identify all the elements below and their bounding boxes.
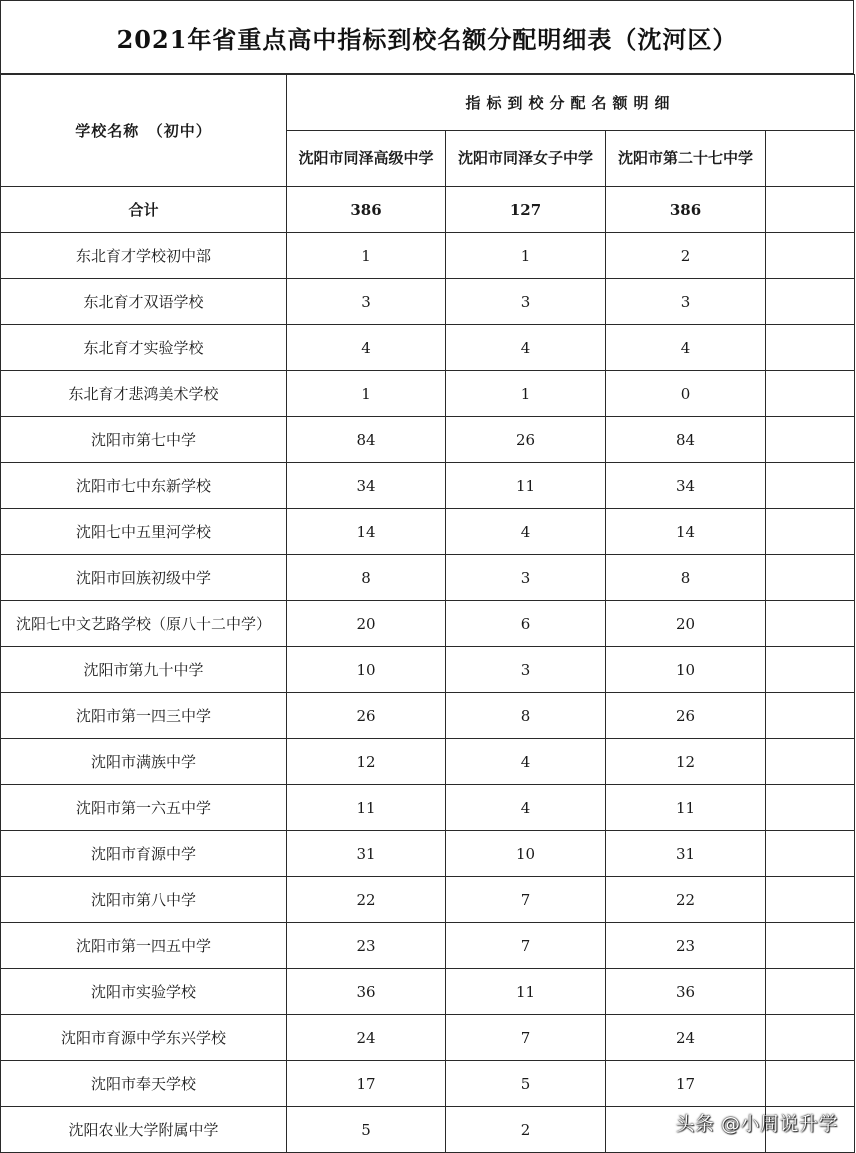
quota-cell: 2 <box>606 233 766 279</box>
school-name-cell: 沈阳七中五里河学校 <box>1 509 287 555</box>
quota-cell <box>766 279 855 325</box>
column-header-tongze-girls: 沈阳市同泽女子中学 <box>446 131 606 187</box>
total-value: 127 <box>446 187 606 233</box>
table-row <box>1 969 855 1015</box>
quota-cell: 3 <box>446 647 606 693</box>
quota-cell: 22 <box>606 877 766 923</box>
table-row <box>1 693 855 739</box>
quota-cell: 8 <box>446 693 606 739</box>
table-row <box>1 509 855 555</box>
quota-cell: 24 <box>606 1015 766 1061</box>
school-name-cell: 东北育才双语学校 <box>1 279 287 325</box>
quota-cell: 1 <box>446 233 606 279</box>
total-label: 合计 <box>1 187 287 233</box>
quota-cell: 10 <box>446 831 606 877</box>
table-row <box>1 279 855 325</box>
quota-cell: 11 <box>446 969 606 1015</box>
school-name-cell: 沈阳市第七中学 <box>1 417 287 463</box>
quota-cell: 4 <box>606 325 766 371</box>
school-name-cell: 沈阳市第九十中学 <box>1 647 287 693</box>
quota-cell: 26 <box>446 417 606 463</box>
table-row <box>1 923 855 969</box>
quota-cell <box>766 509 855 555</box>
quota-cell: 24 <box>287 1015 446 1061</box>
quota-cell: 14 <box>606 509 766 555</box>
table-row <box>1 417 855 463</box>
quota-cell: 84 <box>287 417 446 463</box>
quota-cell: 1 <box>446 371 606 417</box>
quota-cell: 11 <box>606 785 766 831</box>
table-row <box>1 371 855 417</box>
quota-cell: 4 <box>446 785 606 831</box>
table-row <box>1 739 855 785</box>
school-name-cell: 沈阳市育源中学 <box>1 831 287 877</box>
allocation-table <box>0 74 855 1153</box>
quota-cell <box>766 693 855 739</box>
column-header-no27: 沈阳市第二十七中学 <box>606 131 766 187</box>
quota-cell <box>766 601 855 647</box>
table-row <box>1 877 855 923</box>
quota-cell: 34 <box>606 463 766 509</box>
total-value: 386 <box>287 187 446 233</box>
quota-cell <box>766 555 855 601</box>
quota-cell <box>766 647 855 693</box>
quota-cell <box>766 325 855 371</box>
quota-cell: 5 <box>287 1107 446 1153</box>
quota-cell <box>766 371 855 417</box>
quota-cell: 11 <box>446 463 606 509</box>
table-row <box>1 1061 855 1107</box>
quota-cell: 3 <box>606 279 766 325</box>
quota-cell: 14 <box>287 509 446 555</box>
quota-cell: 8 <box>287 555 446 601</box>
table-row <box>1 463 855 509</box>
quota-cell: 1 <box>287 371 446 417</box>
table-row <box>1 785 855 831</box>
school-name-cell: 沈阳市七中东新学校 <box>1 463 287 509</box>
quota-cell <box>766 233 855 279</box>
quota-cell <box>766 831 855 877</box>
quota-cell: 17 <box>287 1061 446 1107</box>
table-row <box>1 555 855 601</box>
quota-cell: 23 <box>287 923 446 969</box>
total-row <box>1 187 855 233</box>
quota-cell: 10 <box>606 647 766 693</box>
quota-cell <box>766 1015 855 1061</box>
school-name-cell: 沈阳农业大学附属中学 <box>1 1107 287 1153</box>
quota-cell: 0 <box>606 371 766 417</box>
quota-cell: 3 <box>287 279 446 325</box>
quota-cell: 4 <box>446 739 606 785</box>
school-name-cell: 东北育才悲鸿美术学校 <box>1 371 287 417</box>
total-value: 386 <box>606 187 766 233</box>
quota-cell <box>766 785 855 831</box>
school-name-cell: 东北育才实验学校 <box>1 325 287 371</box>
quota-cell: 36 <box>287 969 446 1015</box>
school-name-cell: 沈阳市第一四三中学 <box>1 693 287 739</box>
table-row <box>1 647 855 693</box>
quota-cell: 3 <box>446 555 606 601</box>
quota-cell: 4 <box>446 509 606 555</box>
quota-cell <box>766 739 855 785</box>
school-name-cell: 沈阳七中文艺路学校（原八十二中学） <box>1 601 287 647</box>
quota-cell <box>766 969 855 1015</box>
quota-cell: 36 <box>606 969 766 1015</box>
table-row <box>1 1015 855 1061</box>
quota-cell: 34 <box>287 463 446 509</box>
table-row <box>1 601 855 647</box>
quota-cell: 7 <box>446 923 606 969</box>
quota-cell: 10 <box>287 647 446 693</box>
school-name-cell: 沈阳市实验学校 <box>1 969 287 1015</box>
quota-cell: 12 <box>287 739 446 785</box>
quota-cell: 20 <box>606 601 766 647</box>
quota-cell <box>766 877 855 923</box>
school-name-cell: 沈阳市回族初级中学 <box>1 555 287 601</box>
quota-cell <box>766 923 855 969</box>
quota-cell: 5 <box>446 1061 606 1107</box>
quota-cell: 23 <box>606 923 766 969</box>
column-header-blank <box>766 131 855 187</box>
quota-cell <box>766 417 855 463</box>
quota-cell: 3 <box>446 279 606 325</box>
quota-cell: 1 <box>287 233 446 279</box>
school-column-header: 学校名称 （初中） <box>1 75 287 187</box>
quota-cell: 6 <box>446 601 606 647</box>
school-name-cell: 沈阳市第八中学 <box>1 877 287 923</box>
quota-cell: 2 <box>446 1107 606 1153</box>
school-name-cell: 沈阳市第一六五中学 <box>1 785 287 831</box>
total-value <box>766 187 855 233</box>
quota-cell: 31 <box>606 831 766 877</box>
quota-cell: 7 <box>446 877 606 923</box>
header-row-top <box>1 75 855 131</box>
quota-cell: 11 <box>287 785 446 831</box>
quota-cell: 26 <box>606 693 766 739</box>
quota-cell: 26 <box>287 693 446 739</box>
allocation-group-header: 指标到校分配名额明细 <box>287 75 855 131</box>
watermark: 头条 @小周说升学 <box>675 1113 838 1135</box>
quota-cell: 4 <box>287 325 446 371</box>
quota-cell: 20 <box>287 601 446 647</box>
school-name-cell: 沈阳市育源中学东兴学校 <box>1 1015 287 1061</box>
school-name-cell: 沈阳市第一四五中学 <box>1 923 287 969</box>
quota-cell: 22 <box>287 877 446 923</box>
table-row <box>1 325 855 371</box>
quota-cell: 31 <box>287 831 446 877</box>
page-title: 2021年省重点高中指标到校名额分配明细表（沈河区） <box>0 0 854 74</box>
column-header-tongze-senior: 沈阳市同泽高级中学 <box>287 131 446 187</box>
school-name-cell: 东北育才学校初中部 <box>1 233 287 279</box>
table-row <box>1 233 855 279</box>
quota-cell: 8 <box>606 555 766 601</box>
school-name-cell: 沈阳市奉天学校 <box>1 1061 287 1107</box>
quota-cell: 17 <box>606 1061 766 1107</box>
school-name-cell: 沈阳市满族中学 <box>1 739 287 785</box>
quota-cell <box>766 463 855 509</box>
quota-cell: 84 <box>606 417 766 463</box>
quota-cell: 4 <box>446 325 606 371</box>
table-row <box>1 831 855 877</box>
quota-cell <box>766 1061 855 1107</box>
quota-cell: 12 <box>606 739 766 785</box>
quota-cell: 7 <box>446 1015 606 1061</box>
